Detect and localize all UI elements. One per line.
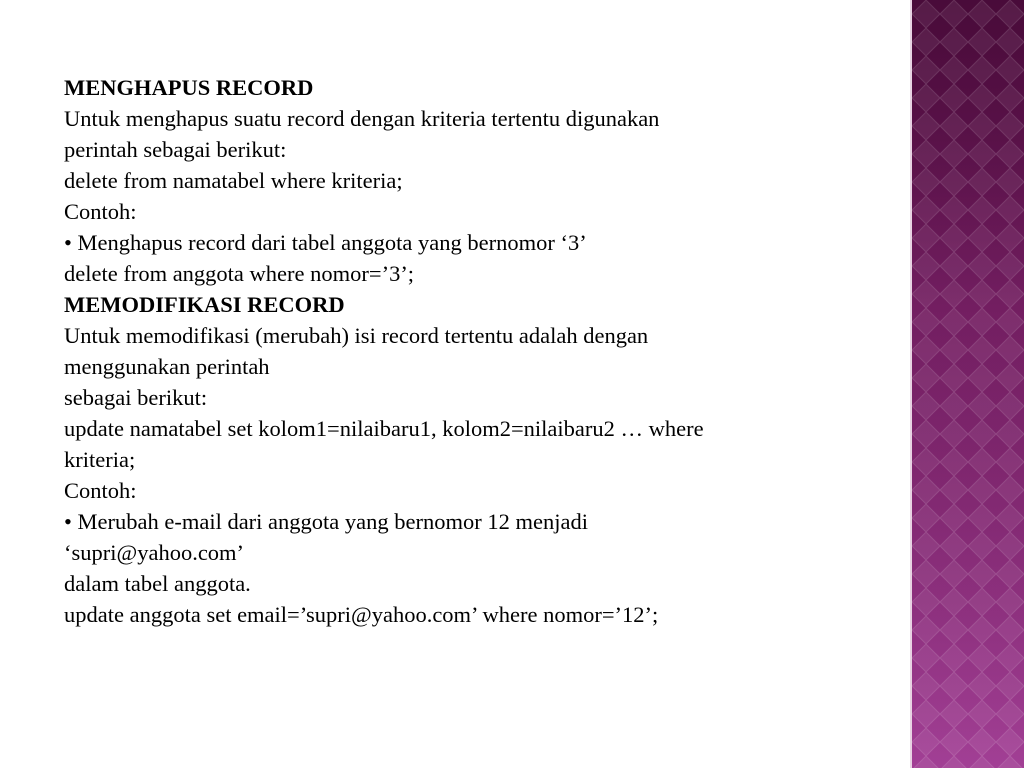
- code-line: delete from namatabel where kriteria;: [64, 168, 403, 193]
- diamond-pattern: [912, 0, 1024, 768]
- text-line: menggunakan perintah: [64, 354, 270, 379]
- text-line: ‘supri@yahoo.com’: [64, 540, 245, 565]
- decorative-side-panel: [912, 0, 1024, 768]
- code-line: kriteria;: [64, 447, 136, 472]
- example-label: Contoh:: [64, 478, 137, 503]
- example-label: Contoh:: [64, 199, 137, 224]
- bullet-item: • Menghapus record dari tabel anggota yang bernomor ‘3’: [64, 230, 587, 255]
- heading-memodifikasi-record: MEMODIFIKASI RECORD: [64, 292, 345, 317]
- slide-body-text: [64, 72, 894, 630]
- heading-menghapus-record: MENGHAPUS RECORD: [64, 75, 314, 100]
- text-line: Untuk memodifikasi (merubah) isi record tertentu adalah dengan: [64, 323, 649, 348]
- text-line: perintah sebagai berikut:: [64, 137, 287, 162]
- code-line: delete from anggota where nomor=’3’;: [64, 261, 415, 286]
- code-line: update anggota set email=’supri@yahoo.com’ where nomor=’12’;: [64, 602, 659, 627]
- code-line: update namatabel set kolom1=nilaibaru1, kolom2=nilaibaru2 … where: [64, 416, 704, 441]
- bullet-item: • Merubah e-mail dari anggota yang bernomor 12 menjadi: [64, 509, 588, 534]
- text-line: Untuk menghapus suatu record dengan kriteria tertentu digunakan: [64, 106, 660, 131]
- text-line: sebagai berikut:: [64, 385, 208, 410]
- text-line: dalam tabel anggota.: [64, 571, 251, 596]
